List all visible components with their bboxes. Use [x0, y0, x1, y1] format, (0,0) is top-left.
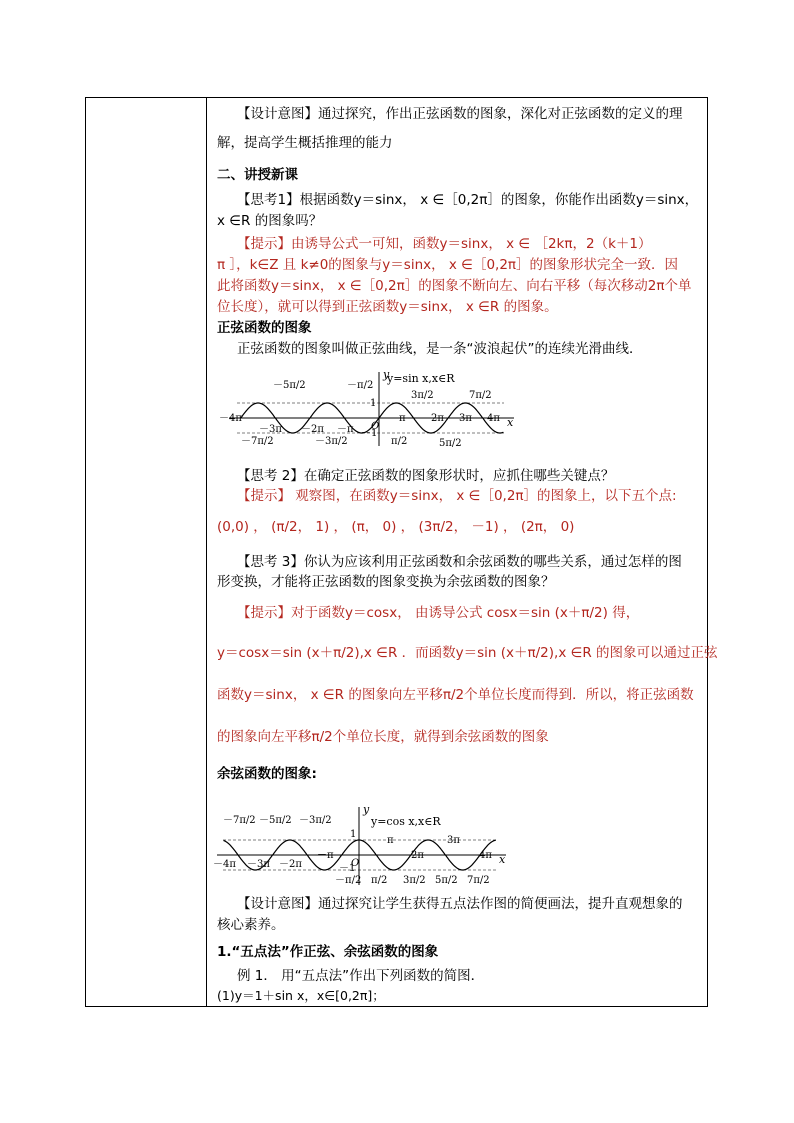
tick-label: －4π [219, 413, 242, 424]
design-intent-2-cont: 核心素养。 [217, 917, 285, 933]
design-intent-2: 【设计意图】通过探究让学生获得五点法作图的简便画法，提升直观想象的 [237, 896, 683, 912]
tick-label: －π [337, 424, 354, 435]
tick-label: －5π/2 [259, 815, 292, 826]
y-axis-label: y [363, 803, 370, 816]
hint2-line1: 【提示】 观察图，在函数y＝sinx， x ∈［0,2π］的图象上，以下五个点: [237, 488, 677, 504]
sine-graph [219, 366, 519, 451]
design-intent-1-cont: 解，提高学生概括推理的能力 [217, 135, 393, 151]
five-point-heading: 1.“五点法”作正弦、余弦函数的图象 [217, 944, 439, 960]
hint3-line3: 函数y＝sinx， x ∈R 的图象向左平移π/2个单位长度而得到．所以，将正弦函数 [217, 687, 694, 703]
tick-label: 3π/2 [411, 390, 434, 401]
tick-label: －2π [301, 424, 324, 435]
tick-label: π [399, 413, 406, 424]
x-axis-label: x [499, 853, 506, 866]
hint3-line1: 【提示】对于函数y＝cosx， 由诱导公式 cosx＝sin (x＋π/2) 得， [237, 605, 640, 621]
tick-label: －3π [259, 424, 282, 435]
content-column [207, 98, 718, 1006]
section-heading: 二、讲授新课 [217, 167, 298, 183]
hint-label: 【提示】 [237, 236, 291, 252]
left-column [86, 98, 207, 1006]
tick-label: －3π/2 [315, 436, 348, 447]
tick-label: 7π/2 [467, 875, 490, 886]
think2-question: 【思考 2】在确定正弦函数的图象形状时，应抓住哪些关键点？ [237, 468, 615, 484]
think1-question: 【思考1】根据函数y＝sinx， x ∈［0,2π］的图象，你能作出函数y＝sinx， [237, 192, 699, 208]
lesson-table [85, 97, 718, 1007]
hint1-line2: π ］，k∈Z 且 k≠0的图象与y＝sinx， x ∈［0,2π］的图象形状完全一致．因 [217, 257, 679, 273]
sine-curve-desc: 正弦函数的图象叫做正弦曲线，是一条“波浪起伏”的连续光滑曲线． [237, 341, 643, 357]
func-label: y=sin x,x∈R [387, 372, 455, 385]
tick-label: －2π [279, 859, 302, 870]
tick-label: π/2 [391, 436, 408, 447]
tick-label: 2π [411, 850, 424, 861]
tick-label: 1 [350, 829, 357, 840]
tick-label: －1 [339, 863, 356, 874]
tick-label: O [371, 421, 380, 432]
y-axis-label: y [383, 368, 390, 381]
tick-label: 3π [447, 835, 460, 846]
design-intent-1: 【设计意图】通过探究，作出正弦函数的图象，深化对正弦函数的定义的理 [237, 106, 683, 122]
hint-label: 【提示】 [237, 488, 291, 504]
tick-label: 4π [479, 850, 492, 861]
five-points: (0,0) ， (π/2， 1) ， (π， 0) ， (3π/2， －1) ， (2π， 0) [217, 519, 575, 535]
cosine-graph [211, 803, 511, 888]
x-axis-label: x [507, 416, 514, 429]
func-label: y=cos x,x∈R [371, 815, 441, 828]
tick-label: 4π [487, 413, 500, 424]
tick-label: －4π [213, 859, 236, 870]
tick-label: －7π/2 [223, 815, 256, 826]
example1-part1: (1)y＝1＋sin x，x∈[0,2π]； [217, 988, 385, 1003]
sine-graph-heading: 正弦函数的图象 [217, 320, 312, 336]
tick-label: 1 [370, 398, 377, 409]
tick-label: 2π [431, 413, 444, 424]
tick-label: －π/2 [347, 380, 374, 391]
hint3-line2: y＝cosx＝sin (x＋π/2),x ∈R ．而函数y＝sin (x＋π/2),x ∈R 的图象可以通过正弦 [217, 645, 718, 661]
tick-label: －5π/2 [273, 380, 306, 391]
tick-label: －3π/2 [299, 815, 332, 826]
hint1-line1: 【提示】由诱导公式一可知，函数y＝sinx， x ∈ ［2kπ，2（k＋1） [237, 236, 652, 252]
tick-label: 7π/2 [469, 390, 492, 401]
tick-label: －3π [247, 859, 270, 870]
tick-label: －π/2 [335, 875, 362, 886]
think1-question-cont: x ∈R 的图象吗？ [217, 213, 323, 229]
cosine-graph-heading: 余弦函数的图象: [217, 766, 317, 782]
tick-label: －7π/2 [241, 436, 274, 447]
tick-label: －π [317, 850, 334, 861]
tick-label: π [387, 835, 394, 846]
hint1-line4: 位长度），就可以得到正弦函数y＝sinx， x ∈R 的图象。 [217, 299, 558, 315]
tick-label: π/2 [371, 875, 388, 886]
example1: 例 1． 用“五点法”作出下列函数的简图． [237, 968, 485, 984]
tick-label: 5π/2 [435, 875, 458, 886]
hint1-line3: 此将函数y＝sinx， x ∈［0,2π］的图象不断向左、向右平移（每次移动2π个单 [217, 278, 692, 294]
hint3-line4: 的图象向左平移π/2个单位长度，就得到余弦函数的图象 [217, 729, 549, 745]
tick-label: O [351, 858, 360, 869]
tick-label: 3π [459, 413, 472, 424]
hint-label: 【提示】 [237, 605, 291, 621]
tick-label: －1 [361, 428, 378, 439]
think3-question-cont: 形变换，才能将正弦函数的图象变换为余弦函数的图象？ [217, 574, 555, 590]
tick-label: 3π/2 [403, 875, 426, 886]
tick-label: 5π/2 [439, 438, 462, 449]
think3-question: 【思考 3】你认为应该利用正弦函数和余弦函数的哪些关系，通过怎样的图 [237, 554, 682, 570]
